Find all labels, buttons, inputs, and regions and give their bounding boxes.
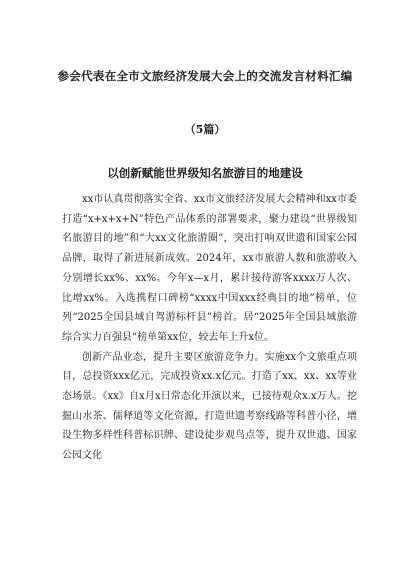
body-paragraph-1: xx市认真贯彻落实全省、xx市文旅经济发展大会精神和xx市委打造“x+x+x+N”特色产品体系的部署要求，聚力建设“世界级知名旅游目的地”和“大xx文化旅游圈”，突出打响双世遗和国家公园品牌，取得了新进展新成效。2024年，xx市旅游人数和旅游收入分别增长xx%、xx%。今年x—x月，累计接待游客xxxx万人次、比增xx%。入选携程口碑榜“xxxx中国xxx经典目的地”榜单，位列“2025全国县域自驾游标杆县”榜首。居“2025年全国县域旅游综合实力百强县”榜单第xx位，较去年上升x位。	[62, 194, 357, 343]
document-body	[62, 190, 357, 466]
document-title: 参会代表在全市文旅经济发展大会上的交流发言材料汇编	[57, 69, 353, 83]
body-paragraph-2: 创新产品业态，提升主要区旅游竞争力。实施xx个文旅重点项目，总投资xxx亿元，完成投资xx.x亿元。打造了xx、xx、xx等业态场景。《xx》自x月x日常态化开演以来，已接待观众x.x万人。挖掘山水茶、儒释道等文化资源，打造世遗考察线路等科普小径，增设生物多样性科普标识牌、建设徒步观鸟点等，提升双世遗、国家公园文化	[62, 351, 357, 462]
section-heading: 以创新赋能世界级知名旅游目的地建设	[107, 166, 303, 180]
document-subtitle: （5篇）	[184, 123, 226, 136]
